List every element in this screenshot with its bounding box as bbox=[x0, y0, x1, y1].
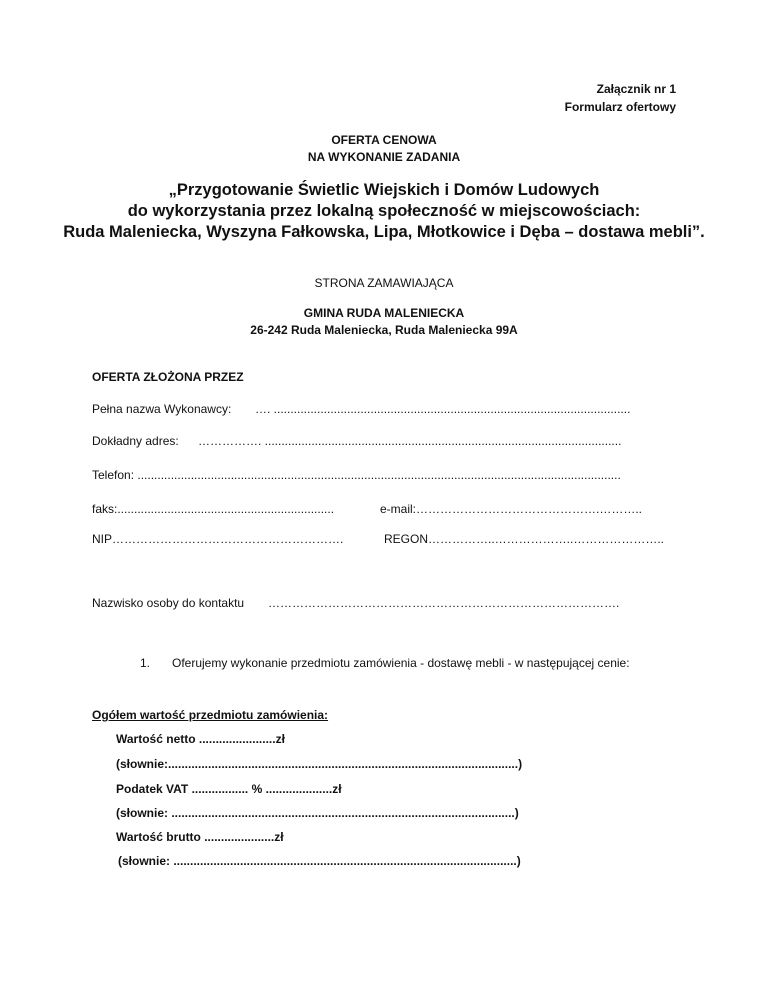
gross-words-field[interactable]: (słownie: .......................................................................................................) bbox=[118, 854, 521, 868]
regon-field[interactable]: REGON……………..………………..………………….. bbox=[384, 532, 665, 546]
point-number: 1. bbox=[140, 656, 151, 670]
net-words-field[interactable]: (słownie:.........................................................................................................) bbox=[116, 757, 523, 771]
point-text: Oferujemy wykonanie przedmiotu zamówienia - dostawę mebli - w następującej cenie: bbox=[172, 656, 630, 670]
phone-field[interactable]: Telefon: ................................................................................................................................................. bbox=[92, 468, 621, 482]
offer-by-heading: OFERTA ZŁOŻONA PRZEZ bbox=[92, 370, 244, 384]
contact-label: Nazwisko osoby do kontaktu bbox=[92, 596, 245, 610]
email-field[interactable]: e-mail:……………………………………….……….. bbox=[380, 502, 643, 516]
gross-value-field[interactable]: Wartość brutto .....................zł bbox=[116, 830, 284, 844]
totals-heading: Ogółem wartość przedmiotu zamówienia: bbox=[92, 708, 329, 722]
address-field[interactable]: ……………. ........................................................................................................... bbox=[198, 434, 622, 448]
task-line-2: do wykorzystania przez lokalną społeczność w miejscowościach: bbox=[127, 202, 641, 220]
attachment-number: Załącznik nr 1 bbox=[596, 82, 676, 96]
contact-field[interactable]: ……………………………………………………………………………. bbox=[268, 596, 620, 610]
client-heading: STRONA ZAMAWIAJĄCA bbox=[314, 276, 454, 290]
form-name: Formularz ofertowy bbox=[564, 100, 676, 114]
address-label: Dokładny adres: bbox=[92, 434, 179, 448]
task-line-1: „Przygotowanie Świetlic Wiejskich i Domów Ludowych bbox=[168, 181, 600, 199]
nip-field[interactable]: NIP…………………………………………………. bbox=[92, 532, 344, 546]
vat-field[interactable]: Podatek VAT ................. % ....................zł bbox=[116, 782, 342, 796]
fax-field[interactable]: faks:................................................................. bbox=[92, 502, 335, 516]
full-name-label: Pełna nazwa Wykonawcy: bbox=[92, 402, 232, 416]
full-name-field[interactable]: …. ........................................................................................................... bbox=[255, 402, 631, 416]
client-address: 26-242 Ruda Maleniecka, Ruda Maleniecka 99A bbox=[250, 323, 518, 337]
offer-title: OFERTA CENOWA bbox=[331, 133, 437, 147]
offer-subtitle: NA WYKONANIE ZADANIA bbox=[307, 150, 461, 164]
net-value-field[interactable]: Wartość netto .......................zł bbox=[116, 732, 285, 746]
vat-words-field[interactable]: (słownie: .......................................................................................................) bbox=[116, 806, 519, 820]
client-name: GMINA RUDA MALENIECKA bbox=[303, 306, 465, 320]
task-line-3: Ruda Maleniecka, Wyszyna Fałkowska, Lipa, Młotkowice i Dęba – dostawa mebli”. bbox=[63, 223, 705, 241]
